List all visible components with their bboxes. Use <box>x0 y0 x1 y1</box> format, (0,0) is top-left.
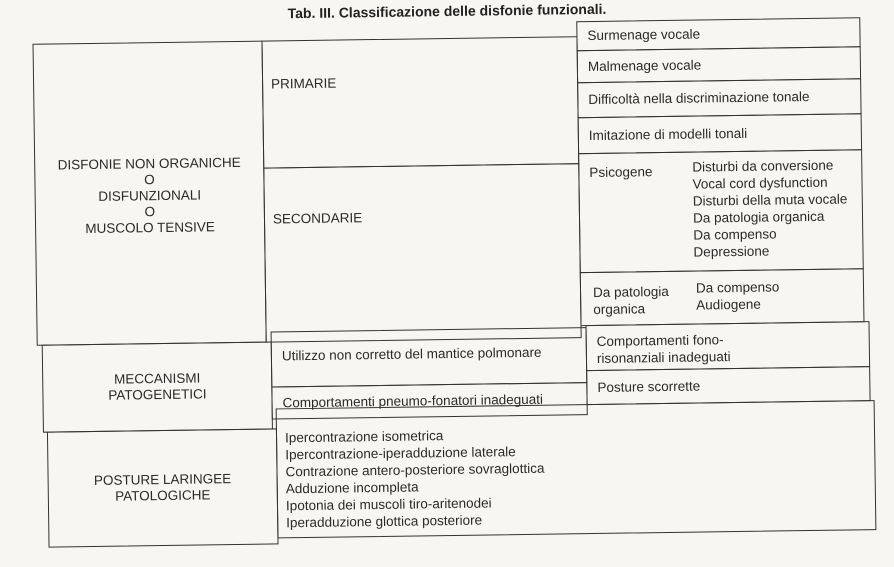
posture-item: Ipotonia dei muscoli tiro-aritenodei <box>285 495 492 514</box>
meccanismi-left-item: Utilizzo non corretto del mantice polmonare <box>271 327 588 387</box>
primarie-item: Surmenage vocale <box>576 17 860 51</box>
psicogene-item: Da patologia organica <box>692 208 825 226</box>
posture-item: Ipercontrazione isometrica <box>284 428 444 446</box>
posture-item: Adduzione incompleta <box>285 479 419 497</box>
posture-item: Contrazione antero-posteriore sovraglottica <box>285 460 545 480</box>
da-patologia-label: Da patologia organica <box>592 283 669 318</box>
psicogene-cell <box>578 149 864 273</box>
primarie-label: PRIMARIE <box>271 75 337 92</box>
da-patologia-item: Da compenso <box>695 279 780 296</box>
disfonie-label-line: DISFONIE NON ORGANICHE <box>57 154 241 173</box>
posture-item: Iperadduzione glottica posteriore <box>286 512 483 531</box>
posture-item: Ipercontrazione-iperadduzione laterale <box>285 444 516 463</box>
posture-label-line: POSTURE LARINGEE <box>93 471 232 488</box>
disfonie-label-line: MUSCOLO TENSIVE <box>85 219 215 237</box>
psicogene-item: Vocal cord dysfunction <box>692 174 828 192</box>
disfonie-label-line: O <box>144 172 155 188</box>
da-patologia-item: Audiogene <box>696 296 761 313</box>
psicogene-item: Disturbi da conversione <box>692 157 834 175</box>
posture-items-cell <box>276 400 877 538</box>
psicogene-item: Depressione <box>693 243 770 260</box>
da-patologia-list <box>696 278 780 313</box>
meccanismi-label-line: MECCANISMI <box>113 370 201 387</box>
disfonie-label-line: O <box>144 204 156 220</box>
primarie-item: Imitazione di modelli tonali <box>578 113 862 154</box>
table-title: Tab. III. Classificazione delle disfonie funzionali. <box>287 0 607 22</box>
posture-label-cell <box>47 428 279 547</box>
meccanismi-right-item: Posture scorrette <box>586 366 870 405</box>
primarie-item: Difficoltà nella discriminazione tonale <box>577 78 861 118</box>
meccanismi-label-cell <box>42 341 273 432</box>
posture-list <box>285 426 545 532</box>
primarie-cell <box>261 36 579 168</box>
psicogene-item: Disturbi della muta vocale <box>692 191 848 209</box>
disfonie-label-line: DISFUNZIONALI <box>98 187 202 204</box>
meccanismi-right-item: Comportamenti fono- risonanziali inadeguati <box>586 321 871 371</box>
psicogene-label: Psicogene <box>589 164 653 181</box>
disfonie-label-cell <box>33 41 267 346</box>
posture-label-line: PATOLOGICHE <box>115 487 211 504</box>
psicogene-list <box>692 156 848 260</box>
secondarie-cell <box>263 163 581 342</box>
meccanismi-label-line: PATOGENETICI <box>108 386 207 403</box>
psicogene-item: Da compenso <box>693 226 777 243</box>
primarie-item: Malmenage vocale <box>577 46 861 83</box>
secondarie-label: SECONDARIE <box>272 210 363 227</box>
da-patologia-cell <box>580 268 865 326</box>
meccanismi-left-item: Comportamenti pneumo-fonatori inadeguati <box>271 382 587 419</box>
